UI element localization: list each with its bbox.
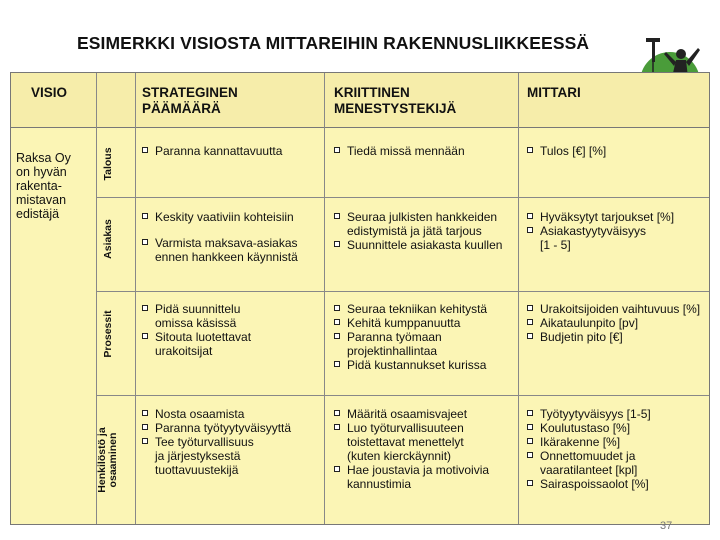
list-item: Luo työturvallisuuteen toistettavat menettelyt (kuten kierckäynnit) xyxy=(334,421,489,463)
checkbox-bullet-icon xyxy=(334,333,340,339)
list-item: Tiedä missä mennään xyxy=(334,144,465,158)
list-item: Suunnittele asiakasta kuullen xyxy=(334,238,502,252)
row-label-prosessit: Prosessit xyxy=(102,310,114,358)
list-item: Budjetin pito [€] xyxy=(527,330,700,344)
header-visio: VISIO xyxy=(31,85,68,100)
checkbox-bullet-icon xyxy=(527,213,533,219)
header-factor: KRIITTINEN MENESTYSTEKIJÄ xyxy=(334,85,457,116)
list-item: Keskity vaativiin kohteisiin xyxy=(142,210,298,224)
page-title: ESIMERKKI VISIOSTA MITTAREIHIN RAKENNUSLIIKKEESSÄ xyxy=(77,33,590,53)
list-item: Kehitä kumppanuutta xyxy=(334,316,487,330)
list-item: Määritä osaamisvajeet xyxy=(334,407,489,421)
list-item: Pidä kustannukset kurissa xyxy=(334,358,487,372)
vision-statement: Raksa Oy on hyvän rakenta- mistavan edistäjä xyxy=(16,151,71,221)
row-label-henkilosto: Henkilöstö ja osaaminen xyxy=(96,427,119,493)
cell-asiakas-factor xyxy=(334,210,502,252)
cell-henkilosto-strategy xyxy=(142,407,291,477)
checkbox-bullet-icon xyxy=(527,480,533,486)
list-item: Työtyytyväisyys [1-5] xyxy=(527,407,651,421)
checkbox-bullet-icon xyxy=(142,333,148,339)
page-number: 37 xyxy=(660,520,673,532)
row-label-asiakas: Asiakas xyxy=(102,219,114,259)
header-measure: MITTARI xyxy=(527,85,581,100)
list-item: Paranna kannattavuutta xyxy=(142,144,282,158)
checkbox-bullet-icon xyxy=(334,410,340,416)
cell-talous-measure xyxy=(527,144,606,158)
cell-asiakas-strategy xyxy=(142,210,298,264)
list-item: Varmista maksava-asiakas ennen hankkeen käynnistä xyxy=(142,236,298,264)
cell-prosessit-measure xyxy=(527,302,700,344)
list-item: Tee työturvallisuus ja järjestyksestä tuottavuustekijä xyxy=(142,435,291,477)
cell-asiakas-measure xyxy=(527,210,674,252)
list-item: Koulutustaso [%] xyxy=(527,421,651,435)
checkbox-bullet-icon xyxy=(334,147,340,153)
checkbox-bullet-icon xyxy=(334,424,340,430)
list-item: Hae joustavia ja motivoivia kannustimia xyxy=(334,463,489,491)
checkbox-bullet-icon xyxy=(142,239,148,245)
cell-talous-factor xyxy=(334,144,465,158)
cell-prosessit-strategy xyxy=(142,302,251,358)
checkbox-bullet-icon xyxy=(527,319,533,325)
list-item: Tulos [€] [%] xyxy=(527,144,606,158)
list-item: Sairaspoissaolot [%] xyxy=(527,477,651,491)
list-item: Pidä suunnittelu omissa käsissä xyxy=(142,302,251,330)
checkbox-bullet-icon xyxy=(142,147,148,153)
checkbox-bullet-icon xyxy=(142,213,148,219)
list-item: Ikärakenne [%] xyxy=(527,435,651,449)
checkbox-bullet-icon xyxy=(527,333,533,339)
checkbox-bullet-icon xyxy=(142,410,148,416)
checkbox-bullet-icon xyxy=(334,241,340,247)
list-item: Seuraa julkisten hankkeiden edistymistä ja jätä tarjous xyxy=(334,210,502,238)
checkbox-bullet-icon xyxy=(142,438,148,444)
checkbox-bullet-icon xyxy=(527,305,533,311)
list-item: Urakoitsijoiden vaihtuvuus [%] xyxy=(527,302,700,316)
list-item: Sitouta luotettavat urakoitsijat xyxy=(142,330,251,358)
checkbox-bullet-icon xyxy=(334,305,340,311)
checkbox-bullet-icon xyxy=(527,227,533,233)
list-item: Aikataulunpito [pv] xyxy=(527,316,700,330)
checkbox-bullet-icon xyxy=(527,147,533,153)
checkbox-bullet-icon xyxy=(527,424,533,430)
list-item: Seuraa tekniikan kehitystä xyxy=(334,302,487,316)
cell-prosessit-factor xyxy=(334,302,487,372)
list-item: Onnettomuudet ja vaaratilanteet [kpl] xyxy=(527,449,651,477)
checkbox-bullet-icon xyxy=(527,452,533,458)
list-item: Asiakastyytyväisyys [1 - 5] xyxy=(527,224,674,252)
row-label-talous: Talous xyxy=(102,147,114,181)
checkbox-bullet-icon xyxy=(334,466,340,472)
cell-henkilosto-factor xyxy=(334,407,489,491)
checkbox-bullet-icon xyxy=(334,319,340,325)
checkbox-bullet-icon xyxy=(334,361,340,367)
checkbox-bullet-icon xyxy=(334,213,340,219)
list-item: Paranna työmaan projektinhallintaa xyxy=(334,330,487,358)
checkbox-bullet-icon xyxy=(527,410,533,416)
cell-henkilosto-measure xyxy=(527,407,651,491)
checkbox-bullet-icon xyxy=(527,438,533,444)
checkbox-bullet-icon xyxy=(142,424,148,430)
cell-talous-strategy xyxy=(142,144,282,158)
list-item: Nosta osaamista xyxy=(142,407,291,421)
header-strategy: STRATEGINEN PÄÄMÄÄRÄ xyxy=(142,85,238,116)
checkbox-bullet-icon xyxy=(142,305,148,311)
list-item: Hyväksytyt tarjoukset [%] xyxy=(527,210,674,224)
list-item: Paranna työtyytyväisyyttä xyxy=(142,421,291,435)
vision-table xyxy=(10,72,710,525)
